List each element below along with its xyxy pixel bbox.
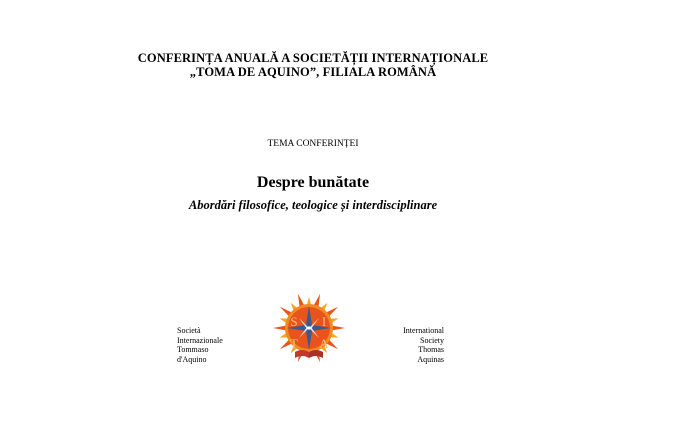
logo-letter: A xyxy=(319,336,329,351)
logo-letter: I xyxy=(321,314,327,329)
english-name-line: Thomas xyxy=(418,345,444,354)
italian-name-line: Internazionale xyxy=(177,335,223,345)
italian-society-name xyxy=(177,326,223,364)
logo-letter: T xyxy=(290,336,298,351)
conference-title: Despre bunătate xyxy=(256,174,370,191)
conference-heading-line2: „TOMA DE AQUINO”, FILIALA ROMÂNĂ xyxy=(189,65,437,79)
conference-heading-line1: CONFERINȚA ANUALĂ A SOCIETĂȚII INTERNAȚIONALE xyxy=(137,51,489,65)
english-name-line: Society xyxy=(420,335,444,345)
theme-label: TEMA CONFERINȚEI xyxy=(267,139,359,149)
italian-name-line: Società xyxy=(177,326,201,335)
english-name-line: Aquinas xyxy=(417,354,444,364)
sita-logo xyxy=(261,292,357,366)
conference-subtitle: Abordări filosofice, teologice și interdisciplinare xyxy=(188,198,438,212)
logo-letter: S xyxy=(290,314,298,329)
english-name-line: International xyxy=(403,326,444,335)
italian-name-line: d'Aquino xyxy=(177,354,207,364)
english-society-name xyxy=(384,326,444,364)
italian-name-line: Tommaso xyxy=(177,345,209,354)
